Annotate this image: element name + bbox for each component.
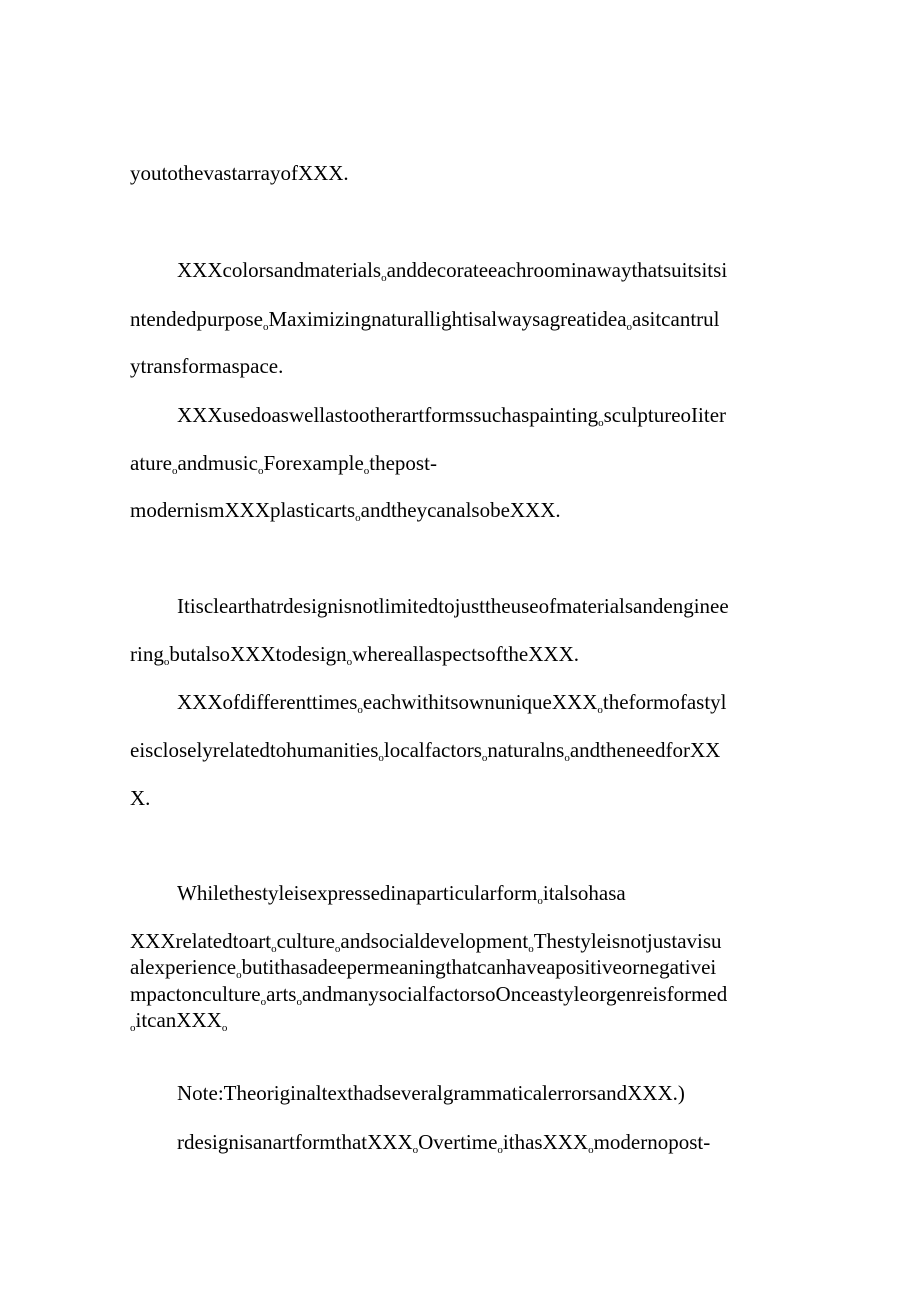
subscript-mark: o	[236, 969, 242, 981]
text-run: Note:TheoriginaltexthadseveralgrammaticalerrorsandXXX.)	[177, 1081, 685, 1105]
paragraph-line	[130, 161, 349, 185]
paragraph-line	[177, 594, 729, 618]
text-run: andmusic	[177, 451, 258, 475]
text-run: ature	[130, 451, 172, 475]
text-run: theformofastyl	[602, 690, 727, 714]
subscript-mark: o	[588, 1144, 594, 1156]
text-run: anddecorateeachroominawaythatsuitsitsi	[386, 258, 728, 282]
text-run: culture	[276, 929, 335, 953]
paragraph-line	[130, 642, 579, 674]
text-run: Forexample	[263, 451, 364, 475]
subscript-mark: o	[363, 465, 370, 477]
text-run: XXXrelatedtoart	[130, 929, 272, 953]
text-run: butithasadeepermeaningthatcanhaveapositiveornegativei	[241, 955, 717, 979]
text-run: Itisclearthatrdesignisnotlimitedtojusttheuseofmaterialsandenginee	[177, 594, 729, 618]
paragraph-line	[130, 738, 720, 770]
subscript-mark: o	[355, 512, 361, 524]
subscript-mark: o	[171, 465, 178, 477]
text-run: mpactonculture	[130, 982, 261, 1006]
text-run: thepost-	[369, 451, 437, 475]
subscript-mark: o	[221, 1022, 228, 1034]
paragraph-line	[130, 498, 561, 530]
paragraph-line	[130, 786, 150, 810]
subscript-mark: o	[260, 996, 267, 1008]
subscript-mark: o	[481, 752, 488, 764]
subscript-mark: o	[381, 272, 387, 284]
text-run: XXXusedoaswellastootherartformssuchaspainting	[177, 403, 599, 427]
paragraph-line	[177, 881, 626, 913]
text-run: italsohasa	[542, 881, 626, 905]
paragraph-line	[177, 1081, 685, 1105]
text-run: asitcantrul	[632, 307, 720, 331]
text-run: XXXofdifferenttimes	[177, 690, 358, 714]
subscript-mark: o	[528, 943, 534, 955]
text-run: Maximizingnaturallightisalwaysagreatidea	[268, 307, 627, 331]
text-run: ntendedpurpose	[130, 307, 263, 331]
subscript-mark: o	[357, 704, 363, 716]
subscript-mark: o	[130, 1022, 136, 1034]
subscript-mark: o	[597, 704, 603, 716]
text-run: Overtime	[418, 1130, 498, 1154]
subscript-mark: o	[257, 465, 264, 477]
text-run: ring	[130, 642, 164, 666]
paragraph-line	[177, 258, 727, 290]
text-run: youtothevastarrayofXXX.	[130, 161, 349, 185]
text-run: rdesignisanartformthatXXX	[177, 1130, 413, 1154]
subscript-mark: o	[262, 321, 269, 333]
text-run: Thestyleisnotjustavisu	[533, 929, 722, 953]
text-run: eiscloselyrelatedtohumanities	[130, 738, 379, 762]
text-run: ithasXXX	[502, 1130, 589, 1154]
paragraph-line	[177, 1130, 710, 1162]
subscript-mark: o	[334, 943, 341, 955]
subscript-mark: o	[378, 752, 384, 764]
text-run: whereallaspectsoftheXXX.	[352, 642, 579, 666]
text-run: sculptureoIiter	[603, 403, 727, 427]
paragraph-line	[177, 403, 726, 435]
text-run: XXXcolorsandmaterials	[177, 258, 382, 282]
paragraph-line	[130, 307, 719, 339]
subscript-mark: o	[412, 1144, 419, 1156]
text-run: modernopost-	[593, 1130, 711, 1154]
text-run: itcanXXX	[135, 1008, 222, 1032]
text-run: localfactors	[383, 738, 482, 762]
text-run: alexperience	[130, 955, 237, 979]
paragraph-line	[130, 1008, 227, 1040]
subscript-mark: o	[564, 752, 570, 764]
subscript-mark: o	[163, 656, 170, 668]
text-run: butalsoXXXtodesign	[169, 642, 347, 666]
subscript-mark: o	[537, 895, 543, 907]
text-run: modernismXXXplasticarts	[130, 498, 356, 522]
text-run: Whilethestyleisexpressedinaparticularform	[177, 881, 538, 905]
paragraph-line	[130, 451, 437, 483]
subscript-mark: o	[497, 1144, 503, 1156]
subscript-mark: o	[626, 321, 633, 333]
text-run: andtheneedforXX	[569, 738, 721, 762]
text-run: andsocialdevelopment	[340, 929, 529, 953]
text-run: andtheycanalsobeXXX.	[360, 498, 561, 522]
text-run: X.	[130, 786, 151, 810]
text-run: arts	[266, 982, 297, 1006]
paragraph-line	[177, 690, 727, 722]
subscript-mark: o	[271, 943, 277, 955]
subscript-mark: o	[346, 656, 353, 668]
paragraph-line	[130, 354, 283, 378]
subscript-mark: o	[296, 996, 302, 1008]
subscript-mark: o	[598, 417, 604, 429]
text-run: eachwithitsownuniqueXXX	[362, 690, 598, 714]
text-run: naturalns	[487, 738, 565, 762]
text-run: andmanysocialfactorsoOnceastyleorgenreisformed	[301, 982, 728, 1006]
text-run: ytransformaspace.	[130, 354, 284, 378]
